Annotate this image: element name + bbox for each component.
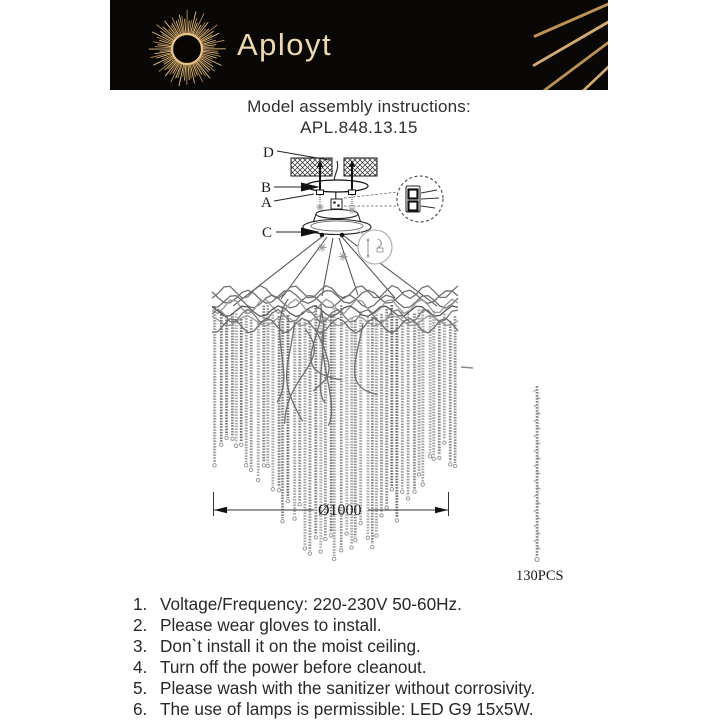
list-item-text: Please wash with the sanitizer without corrosivity. bbox=[160, 677, 536, 698]
list-item bbox=[133, 594, 613, 615]
dim-arrow-right-icon bbox=[435, 507, 448, 513]
part-label-a: A bbox=[261, 195, 272, 211]
strand-count-label: 130PCS bbox=[516, 568, 564, 584]
list-item-number: 6. bbox=[133, 698, 148, 719]
list-item bbox=[133, 615, 613, 636]
brand-name: Aployt bbox=[237, 27, 333, 62]
list-item bbox=[133, 657, 613, 678]
list-item-text: Don`t install it on the moist ceiling. bbox=[160, 635, 421, 656]
list-item-number: 1. bbox=[133, 594, 148, 614]
list-item-text: Please wear gloves to install. bbox=[160, 614, 382, 635]
model-number: APL.848.13.15 bbox=[300, 118, 418, 137]
crystal-strands bbox=[213, 305, 457, 561]
list-item-number: 5. bbox=[133, 677, 148, 698]
instructions-list bbox=[133, 594, 613, 719]
connector-detail-view bbox=[397, 176, 443, 222]
list-item-text: Turn off the power before cleanout. bbox=[160, 656, 427, 677]
list-item-number: 3. bbox=[133, 635, 148, 656]
dimension-label: Ø1000 bbox=[318, 502, 362, 519]
list-item-text: The use of lamps is permissible: LED G9 15x5W. bbox=[160, 698, 534, 719]
list-item bbox=[133, 678, 613, 699]
part-label-c: C bbox=[262, 225, 273, 241]
list-item-text: Voltage/Frequency: 220-230V 50-60Hz. bbox=[160, 594, 462, 614]
part-label-d: D bbox=[263, 145, 274, 161]
suspension-cords bbox=[233, 236, 437, 306]
list-item bbox=[133, 699, 613, 720]
ceiling-hatch bbox=[291, 158, 377, 176]
part-label-b: B bbox=[261, 180, 272, 196]
list-item-number: 4. bbox=[133, 656, 148, 677]
dim-arrow-left-icon bbox=[214, 507, 227, 513]
assembly-title: Model assembly instructions: bbox=[247, 97, 471, 116]
strand-sample bbox=[534, 386, 541, 562]
list-item bbox=[133, 636, 613, 657]
arm-tip-dash bbox=[461, 367, 473, 368]
list-item-number: 2. bbox=[133, 614, 148, 635]
